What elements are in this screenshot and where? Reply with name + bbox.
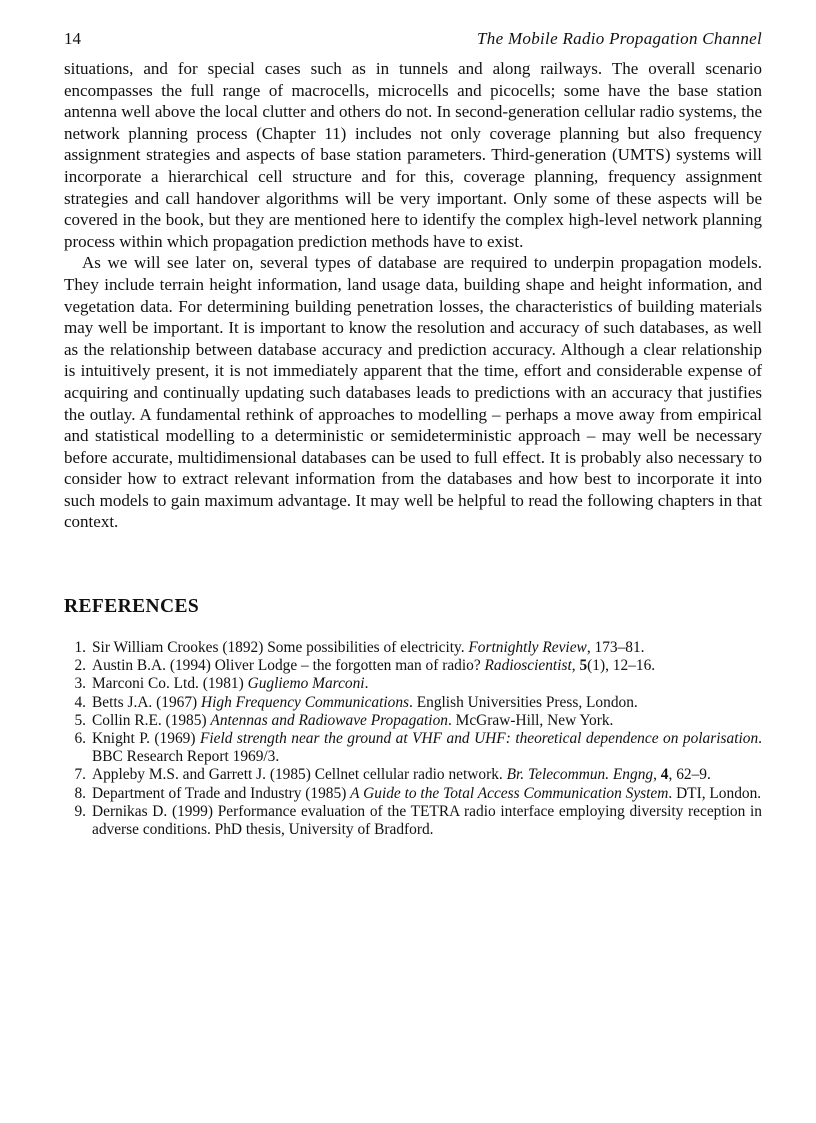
book-page (64, 26, 762, 839)
reference-title: High Frequency Communications (201, 693, 410, 711)
reference-text (92, 766, 762, 784)
reference-run: . (364, 675, 369, 693)
reference-text (92, 694, 762, 712)
reference-run: Knight P. (1969) (92, 730, 200, 748)
reference-item (64, 694, 762, 712)
reference-item (64, 803, 762, 839)
reference-run: Austin B.A. (1994) Oliver Lodge – the forgotten man of radio? (92, 657, 485, 675)
reference-title: Br. Telecommun. Engng (506, 766, 654, 784)
reference-run: . DTI, London. (668, 784, 762, 802)
reference-number: 2. (74, 657, 86, 675)
reference-number: 5. (74, 711, 86, 729)
reference-run: . McGraw-Hill, New York. (447, 711, 614, 729)
running-title: The Mobile Radio Propagation Channel (477, 29, 762, 48)
reference-item (64, 766, 762, 784)
reference-volume: 4 (660, 766, 669, 784)
reference-number: 9. (74, 802, 86, 820)
reference-text (92, 785, 762, 803)
reference-item (64, 675, 762, 693)
reference-title: Gugliemo Marconi (247, 675, 365, 693)
reference-text (92, 675, 762, 693)
reference-run: Betts J.A. (1967) (92, 693, 202, 711)
reference-run: (1), 12–16. (587, 657, 656, 675)
reference-run: Sir William Crookes (1892) Some possibilities of electricity. (92, 639, 469, 657)
reference-run: , (571, 657, 580, 675)
reference-text (92, 657, 762, 675)
reference-number: 7. (74, 766, 86, 784)
reference-run: , (653, 766, 661, 784)
reference-title: Field strength near the ground at VHF and UHF: theoretical dependence on polarisation (199, 730, 759, 748)
reference-number: 4. (74, 693, 86, 711)
reference-run: Collin R.E. (1985) (92, 711, 211, 729)
reference-item (64, 712, 762, 730)
page-number: 14 (64, 29, 81, 48)
reference-number: 3. (74, 675, 86, 693)
reference-item (64, 785, 762, 803)
reference-item (64, 730, 762, 766)
reference-run: Marconi Co. Ltd. (1981) (92, 675, 248, 693)
reference-volume: 5 (579, 657, 588, 675)
reference-run: Department of Trade and Industry (1985) (92, 784, 351, 802)
reference-run: , 173–81. (586, 639, 645, 657)
reference-text (92, 730, 762, 766)
body-paragraph: situations, and for special cases such as in tunnels and along railways. The overall scenario encompasses the full range of macrocells, microcells and picocells; some have the base station antenna well above the local clutter and others do not. In second-generation cellular radio systems, the network planning process (Chapter 11) includes not only coverage planning but also frequency assignment strategies and aspects of base station parameters. Third-generation (UMTS) systems will incorporate a hierarchical cell structure and for this, coverage planning, frequency assignment strategies and call handover algorithms will be very important. Only some of these aspects will be covered in the book, but they are mentioned here to identify the complex high-level network planning process within which propagation prediction methods have to exist. (64, 59, 762, 251)
reference-title: Antennas and Radiowave Propagation (210, 711, 448, 729)
reference-item (64, 657, 762, 675)
reference-run: . English Universities Press, London. (409, 693, 638, 711)
reference-run: . BBC Research Report 1969/3. (92, 730, 763, 766)
reference-number: 1. (74, 639, 86, 657)
reference-title: A Guide to the Total Access Communication System (350, 784, 669, 802)
reference-title: Radioscientist (484, 657, 572, 675)
reference-item (64, 639, 762, 657)
body-text (64, 58, 762, 533)
body-paragraph: As we will see later on, several types of database are required to underpin propagation models. They include terrain height information, land usage data, building shape and height information, and vegetation data. For determining building penetration losses, the characteristics of building materials may well be important. It is important to know the resolution and accuracy of such databases, as well as the relationship between database accuracy and prediction accuracy. Although a clear relationship is intuitively present, it is not immediately apparent that the time, effort and considerable expense of acquiring and continually updating such databases leads to predictions with an accuracy that justifies the outlay. A fundamental rethink of approaches to modelling – perhaps a move away from empirical and statistical modelling to a deterministic or semideterministic approach – may well be necessary before accurate, multidimensional databases can be used to full effect. It is probably also necessary to consider how to extract relevant information from the databases and how best to incorporate it into such models to gain maximum advantage. It may well be helpful to read the following chapters in that context. (64, 253, 762, 532)
reference-text (92, 639, 762, 657)
reference-run: Dernikas D. (1999) Performance evaluation of the TETRA radio interface employing diversity reception in adverse conditions. PhD thesis, University of Bradford. (92, 802, 762, 839)
reference-number: 6. (74, 730, 86, 748)
reference-run: Appleby M.S. and Garrett J. (1985) Cellnet cellular radio network. (92, 766, 507, 784)
reference-text (92, 803, 762, 839)
reference-text (92, 712, 762, 730)
reference-title: Fortnightly Review (468, 639, 587, 657)
running-header (64, 26, 762, 52)
references-heading: REFERENCES (64, 596, 200, 618)
reference-number: 8. (74, 784, 86, 802)
reference-run: , 62–9. (668, 766, 711, 784)
references-list (64, 639, 762, 839)
